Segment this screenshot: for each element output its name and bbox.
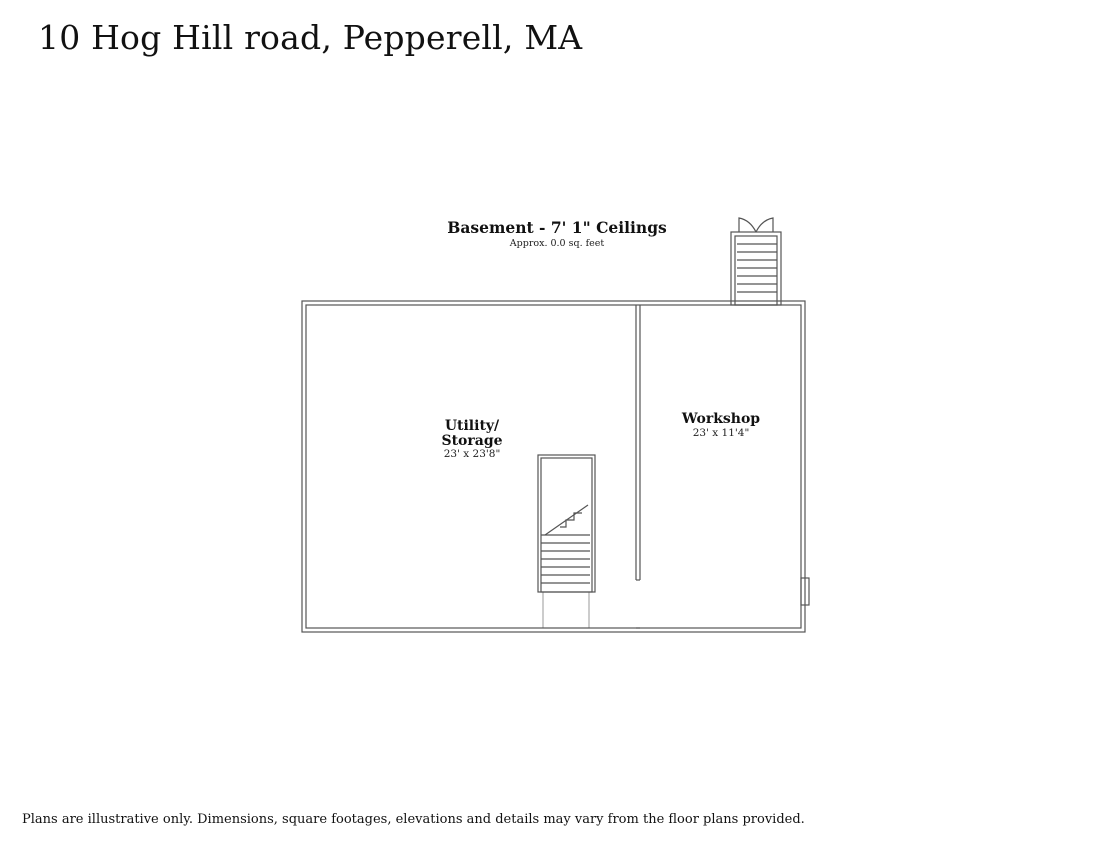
bulkhead-door-left <box>739 218 756 232</box>
room-workshop-name: Workshop <box>681 411 761 427</box>
outer-wall-inner <box>306 305 801 628</box>
property-address: 10 Hog Hill road, Pepperell, MA <box>38 18 583 57</box>
disclaimer: Plans are illustrative only. Dimensions, square footages, elevations and details may vary from the floor plans provided. <box>22 812 805 827</box>
room-workshop-dimensions: 23' x 11'4" <box>692 427 750 439</box>
outer-wall-outer <box>302 301 805 632</box>
bulkhead-door-right <box>756 218 773 232</box>
floor-title: Basement - 7' 1" Ceilings <box>447 218 667 237</box>
room-utility-dimensions: 23' x 23'8" <box>443 448 501 460</box>
floor-area: Approx. 0.0 sq. feet <box>509 238 605 249</box>
room-utility-name-line1: Utility/ <box>444 418 500 434</box>
interior-stair-treads <box>541 505 590 583</box>
exterior-stair-treads <box>737 244 777 292</box>
room-utility-name-line2: Storage <box>441 433 503 449</box>
